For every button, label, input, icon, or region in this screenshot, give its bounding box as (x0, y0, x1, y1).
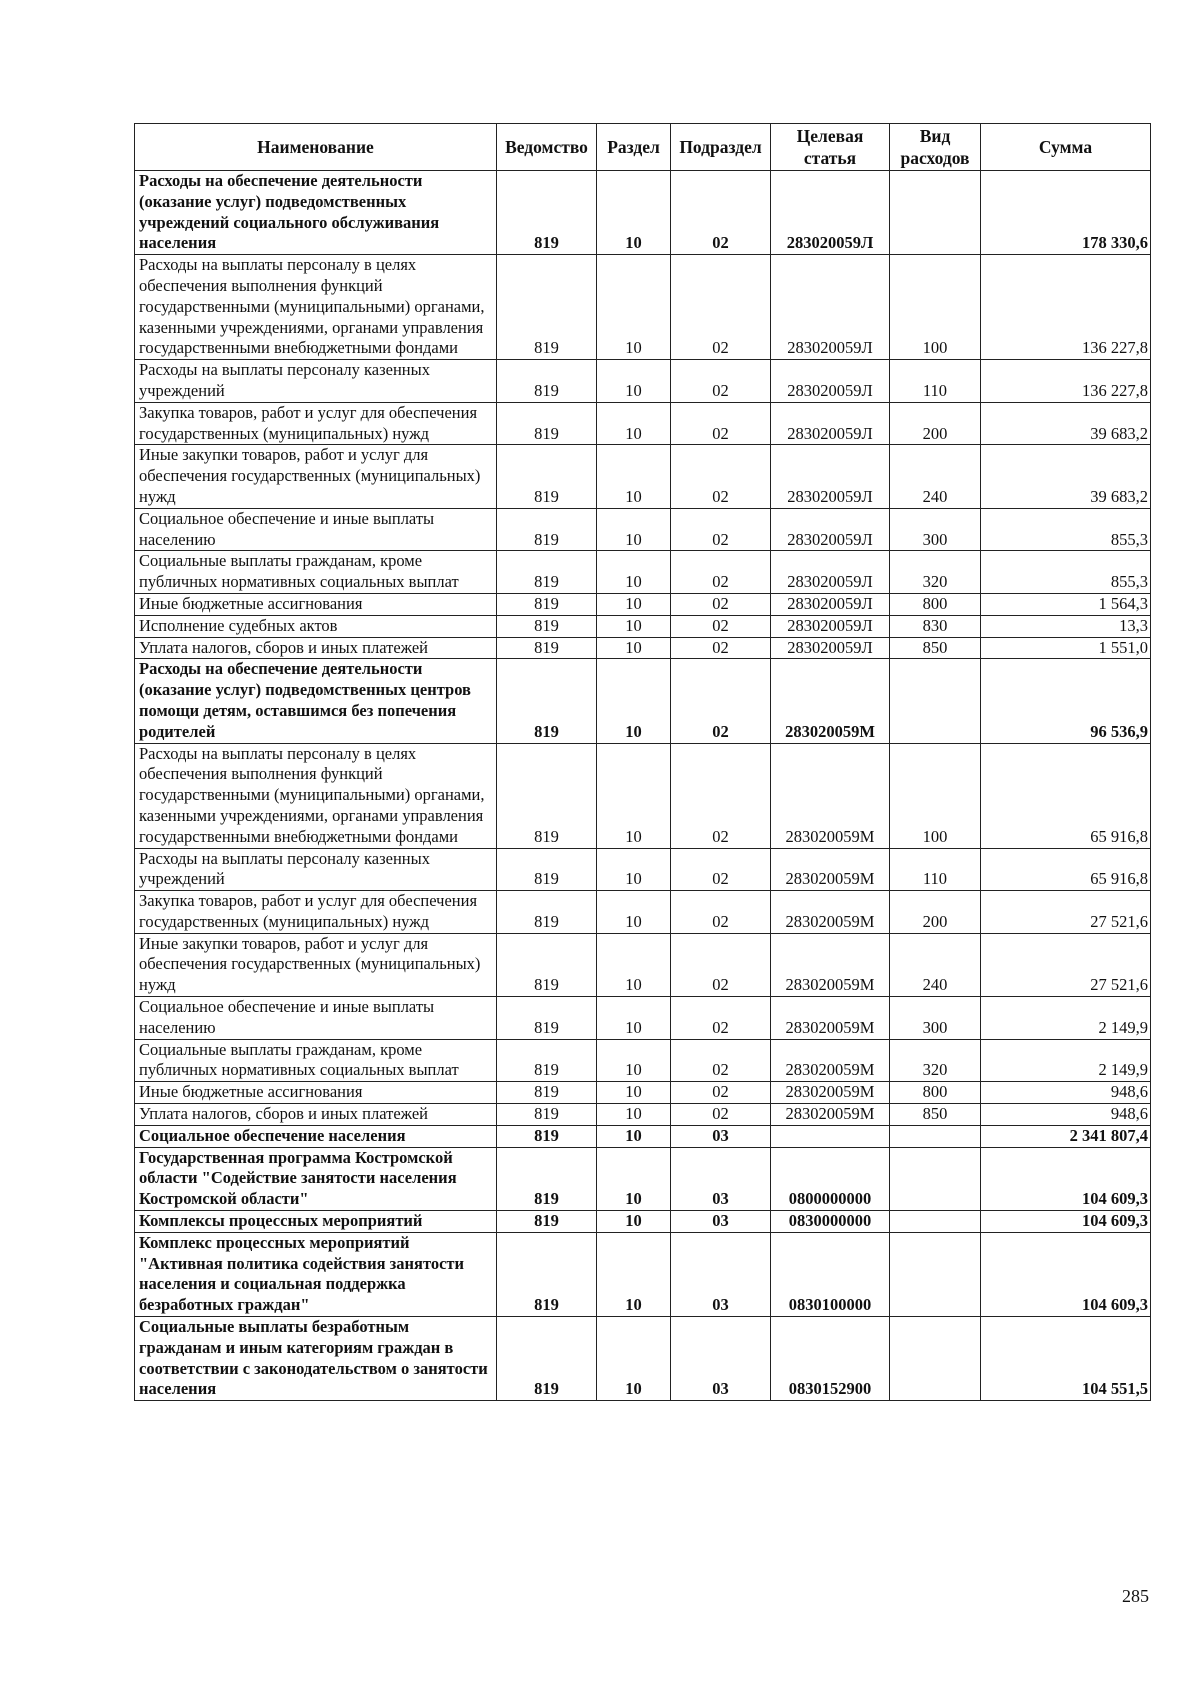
cell-subsection: 02 (671, 445, 771, 508)
cell-section: 10 (597, 637, 671, 659)
cell-subsection: 02 (671, 1039, 771, 1082)
cell-target: 283020059Л (771, 615, 890, 637)
table-row (135, 255, 1151, 360)
cell-sum: 855,3 (981, 551, 1151, 594)
cell-name: Расходы на выплаты персоналу в целях обеспечения выполнения функций государственными (муниципальными) органами, казенными учреждениями, органами управления государственными внебюджетными фондами (135, 743, 497, 848)
cell-target: 283020059Л (771, 593, 890, 615)
cell-type: 300 (890, 508, 981, 551)
cell-section: 10 (597, 1147, 671, 1210)
cell-target: 283020059М (771, 659, 890, 743)
cell-sum: 948,6 (981, 1104, 1151, 1126)
cell-dept: 819 (497, 1147, 597, 1210)
cell-sum: 1 551,0 (981, 637, 1151, 659)
cell-dept: 819 (497, 1211, 597, 1233)
cell-target: 283020059М (771, 891, 890, 934)
cell-sum: 948,6 (981, 1082, 1151, 1104)
cell-target: 0830000000 (771, 1211, 890, 1233)
cell-sum: 2 341 807,4 (981, 1125, 1151, 1147)
cell-type (890, 1211, 981, 1233)
cell-section: 10 (597, 171, 671, 255)
cell-type: 200 (890, 891, 981, 934)
cell-type: 200 (890, 402, 981, 445)
cell-type: 240 (890, 933, 981, 996)
header-subsection: Подраздел (671, 124, 771, 171)
table-row (135, 508, 1151, 551)
cell-name: Расходы на обеспечение деятельности (оказание услуг) подведомственных центров помощи детям, оставшимся без попечения родителей (135, 659, 497, 743)
cell-name: Закупка товаров, работ и услуг для обеспечения государственных (муниципальных) нужд (135, 402, 497, 445)
cell-sum: 104 551,5 (981, 1317, 1151, 1401)
cell-sum: 27 521,6 (981, 933, 1151, 996)
cell-name: Расходы на выплаты персоналу казенных учреждений (135, 360, 497, 403)
cell-section: 10 (597, 1104, 671, 1126)
cell-target: 0830100000 (771, 1232, 890, 1316)
cell-section: 10 (597, 445, 671, 508)
cell-type (890, 1125, 981, 1147)
cell-subsection: 02 (671, 1082, 771, 1104)
table-header-row (135, 124, 1151, 171)
cell-dept: 819 (497, 997, 597, 1040)
cell-target: 283020059М (771, 1039, 890, 1082)
cell-dept: 819 (497, 933, 597, 996)
cell-name: Комплекс процессных мероприятий "Активная политика содействия занятости населения и социальная поддержка безработных граждан" (135, 1232, 497, 1316)
cell-sum: 2 149,9 (981, 1039, 1151, 1082)
cell-sum: 104 609,3 (981, 1211, 1151, 1233)
table-row (135, 1211, 1151, 1233)
cell-section: 10 (597, 255, 671, 360)
cell-subsection: 02 (671, 171, 771, 255)
cell-subsection: 02 (671, 593, 771, 615)
table-row (135, 1104, 1151, 1126)
cell-target: 283020059Л (771, 255, 890, 360)
table-row (135, 171, 1151, 255)
cell-subsection: 02 (671, 997, 771, 1040)
cell-name: Социальные выплаты гражданам, кроме публичных нормативных социальных выплат (135, 551, 497, 594)
cell-dept: 819 (497, 637, 597, 659)
cell-section: 10 (597, 360, 671, 403)
cell-subsection: 02 (671, 508, 771, 551)
cell-sum: 178 330,6 (981, 171, 1151, 255)
cell-section: 10 (597, 743, 671, 848)
cell-subsection: 02 (671, 255, 771, 360)
cell-target: 283020059Л (771, 445, 890, 508)
cell-section: 10 (597, 933, 671, 996)
cell-dept: 819 (497, 1039, 597, 1082)
cell-target: 0800000000 (771, 1147, 890, 1210)
cell-subsection: 03 (671, 1317, 771, 1401)
cell-dept: 819 (497, 593, 597, 615)
table-row (135, 1232, 1151, 1316)
cell-dept: 819 (497, 848, 597, 891)
cell-sum: 104 609,3 (981, 1232, 1151, 1316)
cell-subsection: 02 (671, 402, 771, 445)
cell-dept: 819 (497, 1317, 597, 1401)
cell-type: 850 (890, 637, 981, 659)
cell-type: 320 (890, 1039, 981, 1082)
header-type: Вид расходов (890, 124, 981, 171)
cell-type: 100 (890, 255, 981, 360)
cell-subsection: 02 (671, 891, 771, 934)
cell-section: 10 (597, 593, 671, 615)
cell-section: 10 (597, 508, 671, 551)
cell-type (890, 1232, 981, 1316)
cell-section: 10 (597, 1232, 671, 1316)
header-target: Целевая статья (771, 124, 890, 171)
cell-type: 300 (890, 997, 981, 1040)
cell-dept: 819 (497, 551, 597, 594)
cell-subsection: 03 (671, 1211, 771, 1233)
table-row (135, 615, 1151, 637)
cell-type: 110 (890, 848, 981, 891)
cell-sum: 39 683,2 (981, 445, 1151, 508)
cell-dept: 819 (497, 360, 597, 403)
cell-dept: 819 (497, 508, 597, 551)
cell-subsection: 02 (671, 1104, 771, 1126)
cell-section: 10 (597, 615, 671, 637)
table-row (135, 743, 1151, 848)
cell-name: Социальное обеспечение населения (135, 1125, 497, 1147)
cell-name: Расходы на выплаты персоналу казенных учреждений (135, 848, 497, 891)
cell-name: Исполнение судебных актов (135, 615, 497, 637)
cell-subsection: 02 (671, 848, 771, 891)
cell-dept: 819 (497, 891, 597, 934)
table-row (135, 891, 1151, 934)
cell-sum: 27 521,6 (981, 891, 1151, 934)
cell-type: 830 (890, 615, 981, 637)
cell-name: Государственная программа Костромской области "Содействие занятости населения Костромской области" (135, 1147, 497, 1210)
cell-target: 283020059М (771, 1082, 890, 1104)
table-row (135, 933, 1151, 996)
cell-target: 283020059М (771, 1104, 890, 1126)
table-row (135, 997, 1151, 1040)
cell-sum: 65 916,8 (981, 743, 1151, 848)
cell-name: Социальные выплаты безработным гражданам и иным категориям граждан в соответствии с законодательством о занятости населения (135, 1317, 497, 1401)
cell-target: 0830152900 (771, 1317, 890, 1401)
cell-subsection: 02 (671, 743, 771, 848)
cell-name: Расходы на выплаты персоналу в целях обеспечения выполнения функций государственными (муниципальными) органами, казенными учреждениями, органами управления государственными внебюджетными фондами (135, 255, 497, 360)
cell-dept: 819 (497, 255, 597, 360)
cell-dept: 819 (497, 445, 597, 508)
cell-dept: 819 (497, 1104, 597, 1126)
cell-subsection: 02 (671, 637, 771, 659)
cell-subsection: 02 (671, 360, 771, 403)
cell-section: 10 (597, 402, 671, 445)
cell-section: 10 (597, 997, 671, 1040)
cell-target: 283020059Л (771, 402, 890, 445)
cell-name: Комплексы процессных мероприятий (135, 1211, 497, 1233)
cell-target: 283020059М (771, 743, 890, 848)
table-row (135, 445, 1151, 508)
cell-subsection: 03 (671, 1125, 771, 1147)
cell-type: 110 (890, 360, 981, 403)
cell-type (890, 659, 981, 743)
table-row (135, 1317, 1151, 1401)
cell-section: 10 (597, 1125, 671, 1147)
cell-sum: 96 536,9 (981, 659, 1151, 743)
cell-type: 800 (890, 1082, 981, 1104)
cell-subsection: 03 (671, 1147, 771, 1210)
cell-subsection: 02 (671, 551, 771, 594)
budget-table (134, 123, 1151, 1401)
cell-dept: 819 (497, 1232, 597, 1316)
cell-type (890, 171, 981, 255)
cell-dept: 819 (497, 402, 597, 445)
cell-section: 10 (597, 848, 671, 891)
cell-target: 283020059М (771, 848, 890, 891)
table-row (135, 402, 1151, 445)
cell-name: Социальное обеспечение и иные выплаты населению (135, 508, 497, 551)
cell-sum: 2 149,9 (981, 997, 1151, 1040)
cell-name: Уплата налогов, сборов и иных платежей (135, 637, 497, 659)
cell-subsection: 02 (671, 659, 771, 743)
cell-sum: 104 609,3 (981, 1147, 1151, 1210)
cell-type: 850 (890, 1104, 981, 1126)
cell-sum: 1 564,3 (981, 593, 1151, 615)
cell-name: Уплата налогов, сборов и иных платежей (135, 1104, 497, 1126)
cell-section: 10 (597, 659, 671, 743)
cell-section: 10 (597, 1039, 671, 1082)
page-number: 285 (1122, 1586, 1149, 1606)
cell-type: 240 (890, 445, 981, 508)
table-row (135, 1039, 1151, 1082)
cell-name: Социальные выплаты гражданам, кроме публичных нормативных социальных выплат (135, 1039, 497, 1082)
header-name: Наименование (135, 124, 497, 171)
cell-section: 10 (597, 1317, 671, 1401)
cell-type: 100 (890, 743, 981, 848)
cell-sum: 13,3 (981, 615, 1151, 637)
table-row (135, 1125, 1151, 1147)
cell-sum: 855,3 (981, 508, 1151, 551)
cell-name: Расходы на обеспечение деятельности (оказание услуг) подведомственных учреждений социального обслуживания населения (135, 171, 497, 255)
table-row (135, 637, 1151, 659)
cell-type (890, 1317, 981, 1401)
header-dept: Ведомство (497, 124, 597, 171)
cell-type: 320 (890, 551, 981, 594)
table-row (135, 360, 1151, 403)
table-row (135, 593, 1151, 615)
cell-name: Иные закупки товаров, работ и услуг для обеспечения государственных (муниципальных) нужд (135, 933, 497, 996)
cell-target: 283020059Л (771, 360, 890, 403)
cell-section: 10 (597, 1211, 671, 1233)
cell-target: 283020059М (771, 933, 890, 996)
cell-sum: 65 916,8 (981, 848, 1151, 891)
table-row (135, 848, 1151, 891)
cell-subsection: 03 (671, 1232, 771, 1316)
cell-sum: 39 683,2 (981, 402, 1151, 445)
cell-target: 283020059Л (771, 551, 890, 594)
cell-dept: 819 (497, 1125, 597, 1147)
cell-type (890, 1147, 981, 1210)
cell-dept: 819 (497, 659, 597, 743)
table-body (135, 171, 1151, 1401)
cell-name: Закупка товаров, работ и услуг для обеспечения государственных (муниципальных) нужд (135, 891, 497, 934)
cell-section: 10 (597, 551, 671, 594)
cell-dept: 819 (497, 743, 597, 848)
cell-subsection: 02 (671, 933, 771, 996)
table-row (135, 1147, 1151, 1210)
cell-name: Иные закупки товаров, работ и услуг для обеспечения государственных (муниципальных) нужд (135, 445, 497, 508)
cell-dept: 819 (497, 171, 597, 255)
cell-dept: 819 (497, 1082, 597, 1104)
cell-target (771, 1125, 890, 1147)
table-row (135, 659, 1151, 743)
cell-sum: 136 227,8 (981, 255, 1151, 360)
header-section: Раздел (597, 124, 671, 171)
header-sum: Сумма (981, 124, 1151, 171)
cell-name: Иные бюджетные ассигнования (135, 1082, 497, 1104)
cell-type: 800 (890, 593, 981, 615)
cell-name: Иные бюджетные ассигнования (135, 593, 497, 615)
cell-subsection: 02 (671, 615, 771, 637)
cell-target: 283020059М (771, 997, 890, 1040)
cell-section: 10 (597, 1082, 671, 1104)
cell-section: 10 (597, 891, 671, 934)
table-row (135, 1082, 1151, 1104)
cell-target: 283020059Л (771, 637, 890, 659)
cell-target: 283020059Л (771, 508, 890, 551)
cell-name: Социальное обеспечение и иные выплаты населению (135, 997, 497, 1040)
table-row (135, 551, 1151, 594)
cell-dept: 819 (497, 615, 597, 637)
cell-target: 283020059Л (771, 171, 890, 255)
cell-sum: 136 227,8 (981, 360, 1151, 403)
